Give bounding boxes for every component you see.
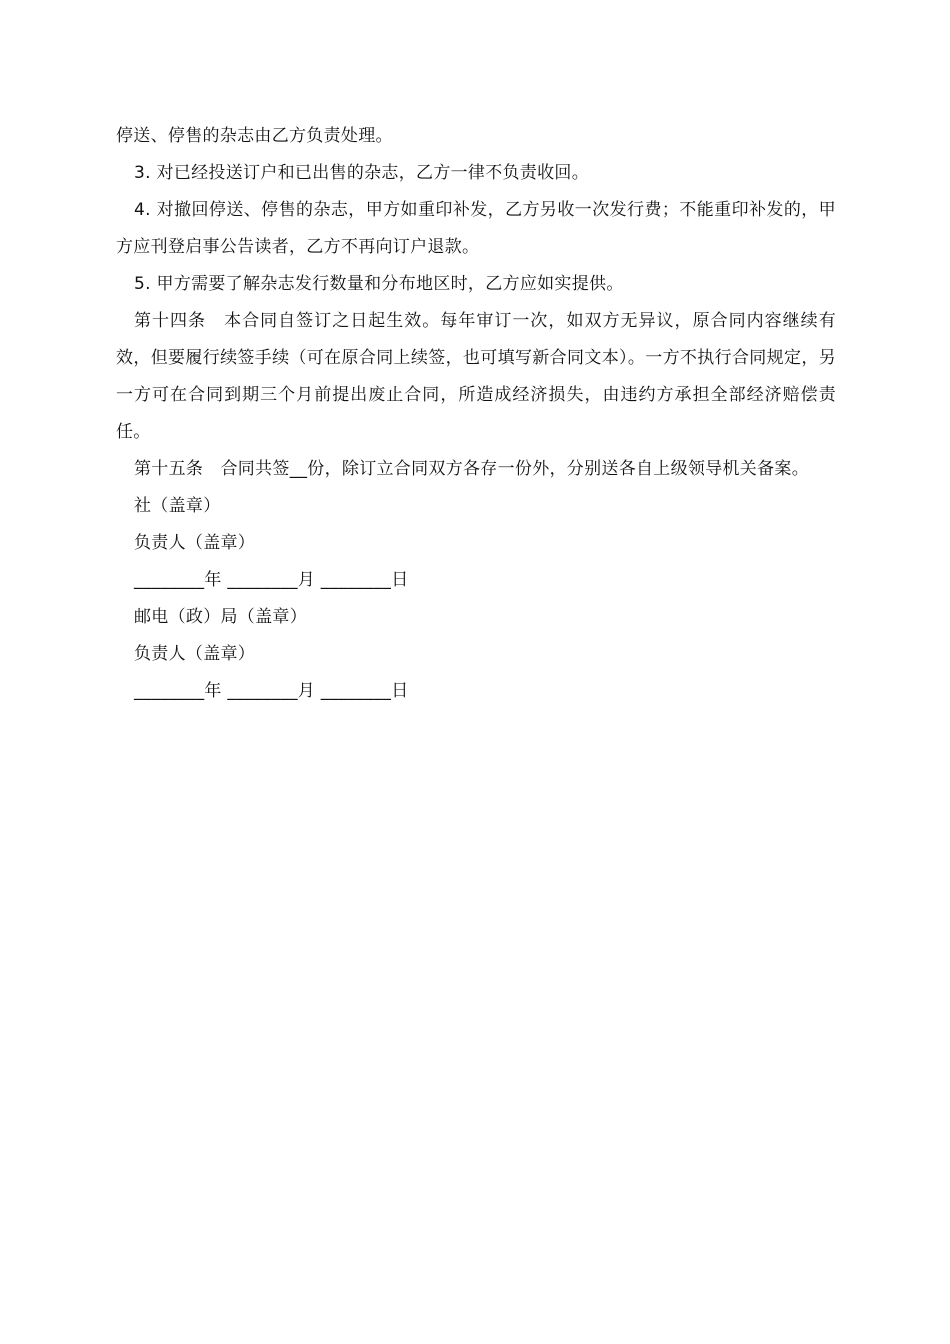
article-15: 第十五条 合同共签__份，除订立合同双方各存一份外，分别送各自上级领导机关备案。: [134, 459, 809, 479]
party-a-date-line: ________年 ________月 ________日: [134, 570, 409, 590]
party-b-org-seal: 邮电（政）局（盖章）: [134, 607, 307, 627]
document-page: [116, 118, 836, 710]
party-b-date-line: ________年 ________月 ________日: [134, 681, 409, 701]
party-a-person-seal: 负责人（盖章）: [134, 533, 256, 553]
clause-item-5: 5. 甲方需要了解杂志发行数量和分布地区时，乙方应如实提供。: [134, 274, 624, 294]
paragraph-continuation: 停送、停售的杂志由乙方负责处理。: [116, 126, 393, 146]
article-14: 第十四条 本合同自签订之日起生效。每年审订一次，如双方无异议，原合同内容继续有效，但要履行续签手续（可在原合同上续签，也可填写新合同文本）。一方不执行合同规定，另一方可在合同到期三个月前提出废止合同，所造成经济损失，由违约方承担全部经济赔偿责任。: [116, 311, 836, 442]
party-a-org-seal: 社（盖章）: [134, 496, 221, 516]
party-b-person-seal: 负责人（盖章）: [134, 644, 256, 664]
clause-item-4: 4. 对撤回停送、停售的杂志，甲方如重印补发，乙方另收一次发行费；不能重印补发的，甲方应刊登启事公告读者，乙方不再向订户退款。: [116, 200, 836, 257]
clause-item-3: 3. 对已经投送订户和已出售的杂志，乙方一律不负责收回。: [134, 163, 590, 183]
